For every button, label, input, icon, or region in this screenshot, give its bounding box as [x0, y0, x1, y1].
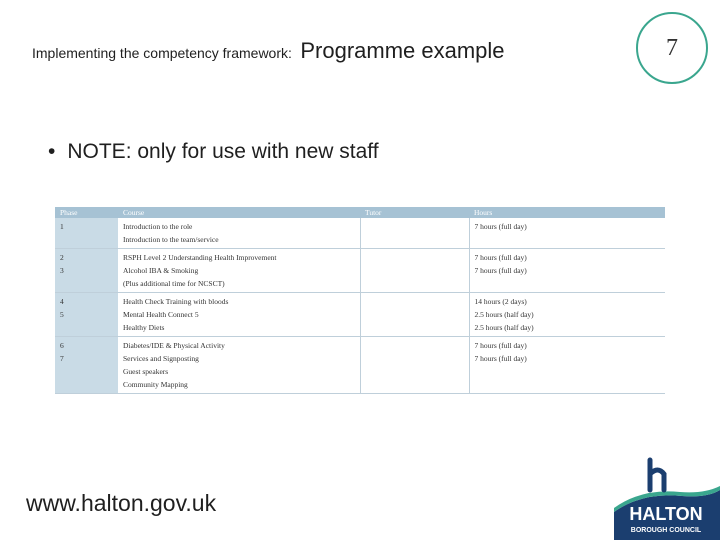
phase-cell: [55, 218, 118, 249]
hours-line: 7 hours (full day): [474, 222, 527, 231]
halton-logo: [612, 452, 720, 540]
tutor-cell: [360, 293, 469, 337]
table-row: [55, 218, 665, 249]
table-row: [55, 337, 665, 394]
table-row: [55, 293, 665, 337]
course-cell: [118, 337, 360, 394]
tutor-cell: [360, 218, 469, 249]
course-line: Mental Health Connect 5: [123, 310, 199, 319]
hours-line: 2.5 hours (half day): [474, 310, 534, 319]
hours-line: 7 hours (full day): [474, 341, 527, 350]
phase-line: 1: [60, 222, 64, 231]
phase-cell: [55, 293, 118, 337]
table-row: [55, 249, 665, 293]
phase-line: 5: [60, 310, 64, 319]
table-header-row: [55, 207, 665, 218]
course-line: Alcohol IBA & Smoking: [123, 266, 199, 275]
course-line: Healthy Diets: [123, 323, 165, 332]
hours-line: 7 hours (full day): [474, 354, 527, 363]
tutor-cell: [360, 249, 469, 293]
course-line: RSPH Level 2 Understanding Health Improvement: [123, 253, 277, 262]
course-cell: [118, 293, 360, 337]
hours-line: 14 hours (2 days): [474, 297, 527, 306]
logo-name: HALTON: [629, 504, 703, 524]
phase-line: 7: [60, 354, 64, 363]
title-main: Programme example: [300, 38, 505, 63]
course-line: Community Mapping: [123, 380, 188, 389]
page-number: 7: [666, 34, 678, 61]
phase-line: 2: [60, 253, 64, 262]
course-line: Introduction to the team/service: [123, 235, 219, 244]
note-bullet-item: [48, 140, 379, 164]
logo-subtitle: BOROUGH COUNCIL: [630, 527, 702, 534]
course-line: Health Check Training with bloods: [123, 297, 229, 306]
programme-table: [55, 207, 665, 394]
phase-line: 4: [60, 297, 64, 306]
header-course: Course: [118, 207, 360, 218]
bullet-icon: •: [48, 140, 56, 163]
hours-cell: [469, 249, 665, 293]
hours-line: 7 hours (full day): [474, 253, 527, 262]
course-line: Introduction to the role: [123, 222, 193, 231]
course-line: Diabetes/IDE & Physical Activity: [123, 341, 225, 350]
course-cell: [118, 249, 360, 293]
note-text: NOTE: only for use with new staff: [67, 140, 379, 163]
slide-title: [32, 38, 505, 64]
hours-cell: [469, 337, 665, 394]
header-hours: Hours: [469, 207, 665, 218]
title-prefix: Implementing the competency framework:: [32, 45, 292, 61]
phase-line: 3: [60, 266, 64, 275]
course-line: (Plus additional time for NCSCT): [123, 279, 225, 288]
website-url: www.halton.gov.uk: [26, 490, 217, 516]
header-phase: Phase: [55, 207, 118, 218]
page-number-badge: [636, 12, 708, 84]
hours-cell: [469, 218, 665, 249]
hours-cell: [469, 293, 665, 337]
phase-cell: [55, 249, 118, 293]
course-line: Guest speakers: [123, 367, 169, 376]
phase-cell: [55, 337, 118, 394]
course-line: Services and Signposting: [123, 354, 199, 363]
hours-line: 2.5 hours (half day): [474, 323, 534, 332]
phase-line: 6: [60, 341, 64, 350]
hours-line: 7 hours (full day): [474, 266, 527, 275]
header-tutor: Tutor: [360, 207, 469, 218]
tutor-cell: [360, 337, 469, 394]
course-cell: [118, 218, 360, 249]
